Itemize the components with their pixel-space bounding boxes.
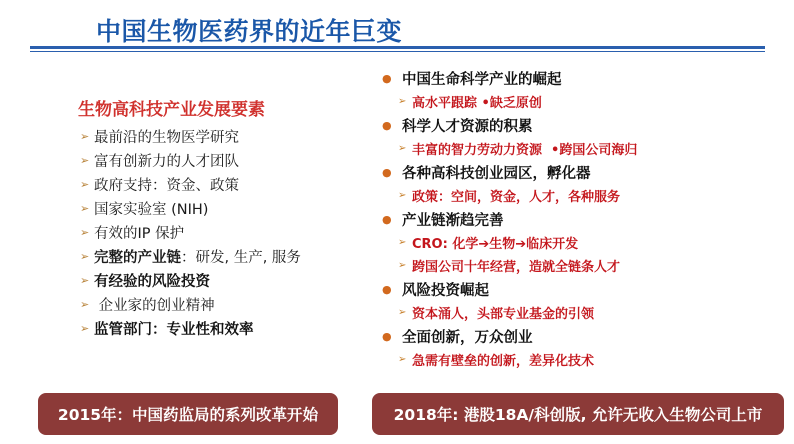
section-subitem (382, 254, 782, 277)
list-item (80, 196, 380, 220)
arrow-bullet-icon: ➢ (398, 190, 407, 201)
section-title (382, 66, 782, 90)
banner-2018: 2018年: 港股18A/科创版, 允许无收入生物公司上市 (372, 393, 784, 435)
section-title-text: 科学人才资源的积累 (402, 118, 533, 135)
list-item-text: 富有创新力的人才团队 (94, 153, 239, 170)
list-item (80, 220, 380, 244)
arrow-bullet-icon: ➢ (80, 225, 90, 239)
section-subitem (382, 184, 782, 207)
section-title (382, 207, 782, 231)
list-item-text: 有经验的风险投资 (94, 273, 210, 290)
arrow-bullet-icon: ➢ (398, 237, 407, 248)
list-item (80, 268, 380, 292)
section-title-text: 全面创新，万众创业 (402, 329, 533, 346)
dot-bullet-icon: ● (382, 282, 392, 296)
arrow-bullet-icon: ➢ (80, 249, 90, 263)
arrow-bullet-icon: ➢ (80, 153, 90, 167)
section-title (382, 277, 782, 301)
arrow-bullet-icon: ➢ (398, 307, 407, 318)
section-title (382, 324, 782, 348)
section-title-text: 各种高科技创业园区，孵化器 (402, 165, 591, 182)
arrow-bullet-icon: ➢ (398, 354, 407, 365)
list-item (80, 124, 380, 148)
subitem-text: 丰富的智力劳动力资源 •跨国公司海归 (412, 143, 638, 158)
subitem-text: 急需有壁垒的创新，差异化技术 (412, 354, 595, 369)
list-item (80, 148, 380, 172)
subitem-text: CRO: 化学➔生物➔临床开发 (412, 237, 579, 252)
dot-bullet-icon: ● (382, 71, 392, 85)
dot-bullet-icon: ● (382, 329, 392, 343)
subitem-text: 资本涌人，头部专业基金的引领 (412, 307, 595, 322)
arrow-bullet-icon: ➢ (80, 177, 90, 191)
dot-bullet-icon: ● (382, 212, 392, 226)
list-item-text: 有效的IP 保护 (94, 225, 185, 242)
banner-2015: 2015年：中国药监局的系列改革开始 (38, 393, 338, 435)
section-subitem (382, 90, 782, 113)
list-item (80, 316, 380, 340)
list-item (80, 292, 380, 316)
arrow-bullet-icon: ➢ (398, 143, 407, 154)
list-item-text: 企业家的创业精神 (94, 297, 215, 314)
list-item-text: 监管部门：专业性和效率 (94, 321, 254, 338)
dot-bullet-icon: ● (382, 118, 392, 132)
list-item-text: 国家实验室 (NIH) (94, 201, 209, 218)
arrow-bullet-icon: ➢ (80, 129, 90, 143)
arrow-bullet-icon: ➢ (80, 297, 90, 311)
title-divider-thin (30, 51, 765, 52)
list-item (80, 172, 380, 196)
section-title-text: 中国生命科学产业的崛起 (402, 71, 562, 88)
arrow-bullet-icon: ➢ (80, 321, 90, 335)
arrow-bullet-icon: ➢ (398, 260, 407, 271)
section-subitem (382, 301, 782, 324)
list-item-text: 政府支持：资金、政策 (94, 177, 239, 194)
left-heading: 生物高科技产业发展要素 (78, 100, 265, 120)
section-title (382, 160, 782, 184)
arrow-bullet-icon: ➢ (80, 273, 90, 287)
dot-bullet-icon: ● (382, 165, 392, 179)
section-subitem (382, 231, 782, 254)
section-subitem (382, 137, 782, 160)
arrow-bullet-icon: ➢ (398, 96, 407, 107)
section-title-text: 风险投资崛起 (402, 282, 489, 299)
section-title-text: 产业链渐趋完善 (402, 212, 504, 229)
page-title: 中国生物医药界的近年巨变 (96, 17, 403, 46)
section-title (382, 113, 782, 137)
list-item-text: ：研发, 生产, 服务 (181, 249, 301, 266)
list-item-text: 最前沿的生物医学研究 (94, 129, 239, 146)
section-subitem (382, 348, 782, 371)
right-change-list (382, 66, 782, 371)
subitem-text: 跨国公司十年经营，造就全链条人才 (412, 260, 621, 275)
subitem-text: 高水平跟踪 •缺乏原创 (412, 96, 542, 111)
list-item-bold-text: 完整的产业链 (94, 249, 181, 266)
left-factor-list (80, 124, 380, 340)
subitem-text: 政策：空间，资金，人才，各种服务 (412, 190, 621, 205)
title-divider (30, 46, 765, 49)
arrow-bullet-icon: ➢ (80, 201, 90, 215)
list-item (80, 244, 380, 268)
